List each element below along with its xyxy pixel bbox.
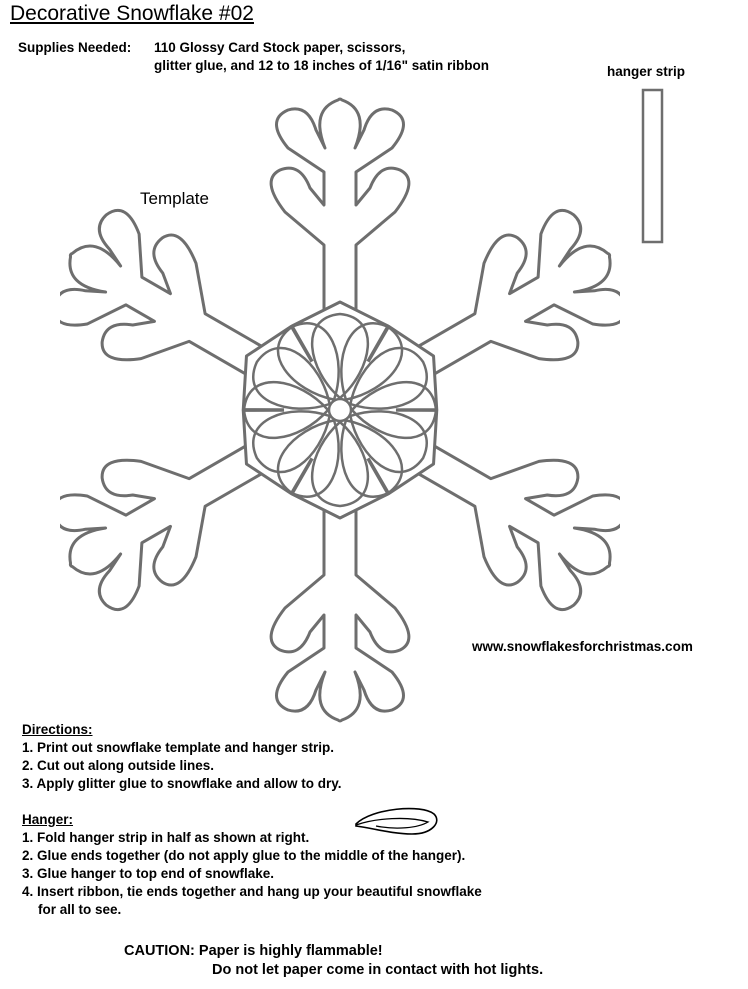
hanger-step-2: 2. Glue ends together (do not apply glue to the middle of the hanger). bbox=[22, 848, 466, 863]
page-title: Decorative Snowflake #02 bbox=[10, 2, 254, 25]
hanger-strip-label: hanger strip bbox=[607, 64, 686, 79]
snowflake-template bbox=[60, 90, 620, 730]
caution-line-2: Do not let paper come in contact with hot lights. bbox=[212, 962, 544, 978]
snowflake-center bbox=[329, 399, 351, 421]
hanger-strip bbox=[640, 88, 666, 246]
folded-hanger-icon bbox=[352, 804, 442, 840]
directions-step-3: 3. Apply glitter glue to snowflake and allow to dry. bbox=[22, 776, 342, 791]
website-url: www.snowflakesforchristmas.com bbox=[472, 639, 693, 654]
directions-step-1: 1. Print out snowflake template and hanger strip. bbox=[22, 740, 335, 755]
supplies-label: Supplies Needed: bbox=[18, 40, 132, 55]
supplies-line-1: 110 Glossy Card Stock paper, scissors, bbox=[154, 40, 406, 55]
caution-line-1: CAUTION: Paper is highly flammable! bbox=[124, 943, 383, 959]
template-label: Template bbox=[140, 189, 209, 208]
hanger-step-4-continued: for all to see. bbox=[38, 902, 122, 917]
directions-step-2: 2. Cut out along outside lines. bbox=[22, 758, 215, 773]
directions-heading: Directions: bbox=[22, 722, 93, 737]
hanger-step-1: 1. Fold hanger strip in half as shown at right. bbox=[22, 830, 310, 845]
hanger-step-4: 4. Insert ribbon, tie ends together and hang up your beautiful snowflake bbox=[22, 884, 482, 899]
supplies-line-2: glitter glue, and 12 to 18 inches of 1/16" satin ribbon bbox=[154, 58, 489, 73]
hanger-step-3: 3. Glue hanger to top end of snowflake. bbox=[22, 866, 275, 881]
hanger-heading: Hanger: bbox=[22, 812, 74, 827]
